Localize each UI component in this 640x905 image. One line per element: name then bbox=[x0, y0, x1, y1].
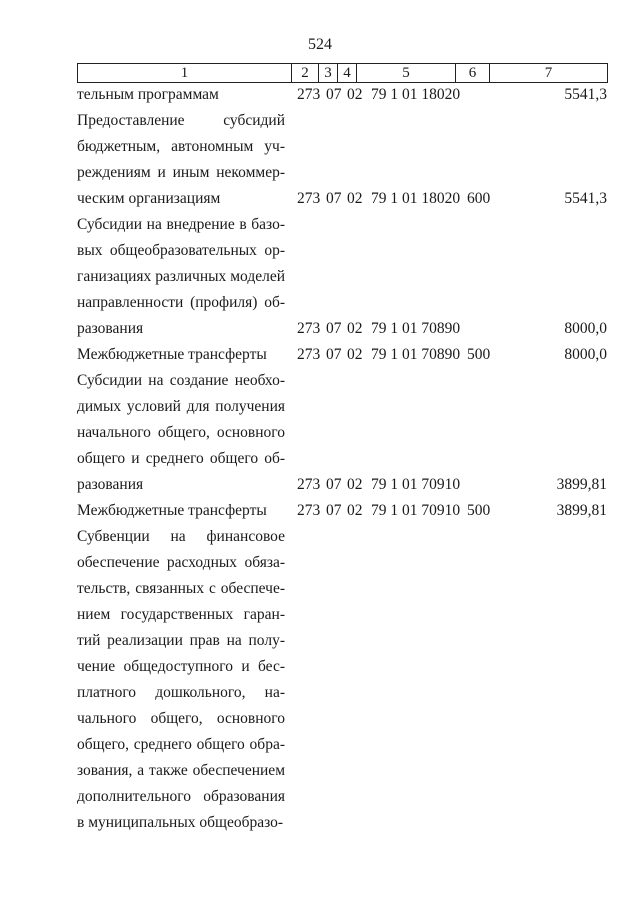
ministry-code: 273 bbox=[297, 346, 321, 363]
description-line: Субсидии на внедрение в базо- bbox=[77, 216, 285, 233]
ministry-code: 273 bbox=[297, 502, 321, 519]
target-article-code: 79 1 01 70910 bbox=[371, 476, 461, 493]
expense-type-code: 600 bbox=[467, 190, 491, 207]
ministry-code: 273 bbox=[297, 320, 321, 337]
description-line: бюджетным, автономным уч- bbox=[77, 138, 285, 155]
subsection-code: 02 bbox=[347, 346, 363, 363]
amount-value: 3899,81 bbox=[556, 476, 607, 493]
row-codes bbox=[0, 344, 640, 370]
description-line: Межбюджетные трансферты bbox=[77, 502, 267, 519]
expense-type-code: 500 bbox=[467, 502, 491, 519]
description-line: ганизациях различных моделей bbox=[77, 268, 285, 285]
column-header-7: 7 bbox=[490, 64, 608, 83]
ministry-code: 273 bbox=[297, 86, 321, 103]
amount-value: 8000,0 bbox=[564, 346, 607, 363]
target-article-code: 79 1 01 18020 bbox=[371, 190, 461, 207]
description-line: чального общего, основного bbox=[77, 710, 285, 727]
row-description bbox=[77, 526, 285, 838]
column-header-4: 4 bbox=[338, 64, 357, 83]
table-row bbox=[0, 84, 640, 110]
description-line: чение общедоступного и бес- bbox=[77, 658, 285, 675]
page-number: 524 bbox=[308, 36, 332, 53]
table-row bbox=[0, 344, 640, 370]
row-codes bbox=[0, 84, 640, 110]
description-line: тельств, связанных с обеспече- bbox=[77, 580, 285, 597]
description-line: платного дошкольного, на- bbox=[77, 684, 285, 701]
table-row bbox=[0, 500, 640, 526]
column-header-row bbox=[78, 64, 608, 83]
description-line: тий реализации прав на полу- bbox=[77, 632, 285, 649]
description-line: реждениям и иным некоммер- bbox=[77, 164, 285, 181]
row-codes bbox=[0, 318, 640, 344]
target-article-code: 79 1 01 70890 bbox=[371, 320, 461, 337]
column-header-table bbox=[77, 63, 608, 83]
section-code: 07 bbox=[326, 190, 342, 207]
table-row bbox=[0, 214, 640, 344]
ministry-code: 273 bbox=[297, 190, 321, 207]
description-line: Межбюджетные трансферты bbox=[77, 346, 267, 363]
target-article-code: 79 1 01 70890 bbox=[371, 346, 461, 363]
subsection-code: 02 bbox=[347, 190, 363, 207]
column-header-6: 6 bbox=[456, 64, 490, 83]
ministry-code: 273 bbox=[297, 476, 321, 493]
description-line: Субвенции на финансовое bbox=[77, 528, 285, 545]
description-line: общего, среднего общего обра- bbox=[77, 736, 285, 753]
description-line: тельным программам bbox=[77, 86, 219, 103]
description-line: ческим организациям bbox=[77, 190, 221, 207]
budget-table-body bbox=[0, 84, 640, 838]
expense-type-code: 500 bbox=[467, 346, 491, 363]
column-header-5: 5 bbox=[357, 64, 456, 83]
description-line: обеспечение расходных обяза- bbox=[77, 554, 285, 571]
description-line: в муниципальных общеобразо- bbox=[77, 814, 284, 831]
row-codes bbox=[0, 500, 640, 526]
subsection-code: 02 bbox=[347, 320, 363, 337]
description-line: зования, а также обеспечением bbox=[77, 762, 285, 779]
description-line: общего и среднего общего об- bbox=[77, 450, 285, 467]
subsection-code: 02 bbox=[347, 502, 363, 519]
row-codes bbox=[0, 188, 640, 214]
amount-value: 3899,81 bbox=[556, 502, 607, 519]
amount-value: 5541,3 bbox=[564, 86, 607, 103]
description-line: Субсидии на создание необхо- bbox=[77, 372, 285, 389]
description-line: вых общеобразовательных ор- bbox=[77, 242, 285, 259]
description-line: димых условий для получения bbox=[77, 398, 285, 415]
row-codes bbox=[0, 474, 640, 500]
description-line: начального общего, основного bbox=[77, 424, 285, 441]
description-line: направленности (профиля) об- bbox=[77, 294, 285, 311]
table-row bbox=[0, 526, 640, 838]
subsection-code: 02 bbox=[347, 86, 363, 103]
column-header-1: 1 bbox=[78, 64, 292, 83]
section-code: 07 bbox=[326, 502, 342, 519]
amount-value: 5541,3 bbox=[564, 190, 607, 207]
table-row bbox=[0, 110, 640, 214]
section-code: 07 bbox=[326, 320, 342, 337]
section-code: 07 bbox=[326, 86, 342, 103]
description-line: разования bbox=[77, 320, 144, 337]
description-line: дополнительного образования bbox=[77, 788, 285, 805]
amount-value: 8000,0 bbox=[564, 320, 607, 337]
row-codes bbox=[0, 812, 640, 838]
description-line: разования bbox=[77, 476, 144, 493]
section-code: 07 bbox=[326, 476, 342, 493]
target-article-code: 79 1 01 18020 bbox=[371, 86, 461, 103]
table-row bbox=[0, 370, 640, 500]
target-article-code: 79 1 01 70910 bbox=[371, 502, 461, 519]
description-line: нием государственных гаран- bbox=[77, 606, 285, 623]
column-header-3: 3 bbox=[319, 64, 338, 83]
subsection-code: 02 bbox=[347, 476, 363, 493]
column-header-2: 2 bbox=[292, 64, 319, 83]
description-line: Предоставление субсидий bbox=[77, 112, 285, 129]
section-code: 07 bbox=[326, 346, 342, 363]
